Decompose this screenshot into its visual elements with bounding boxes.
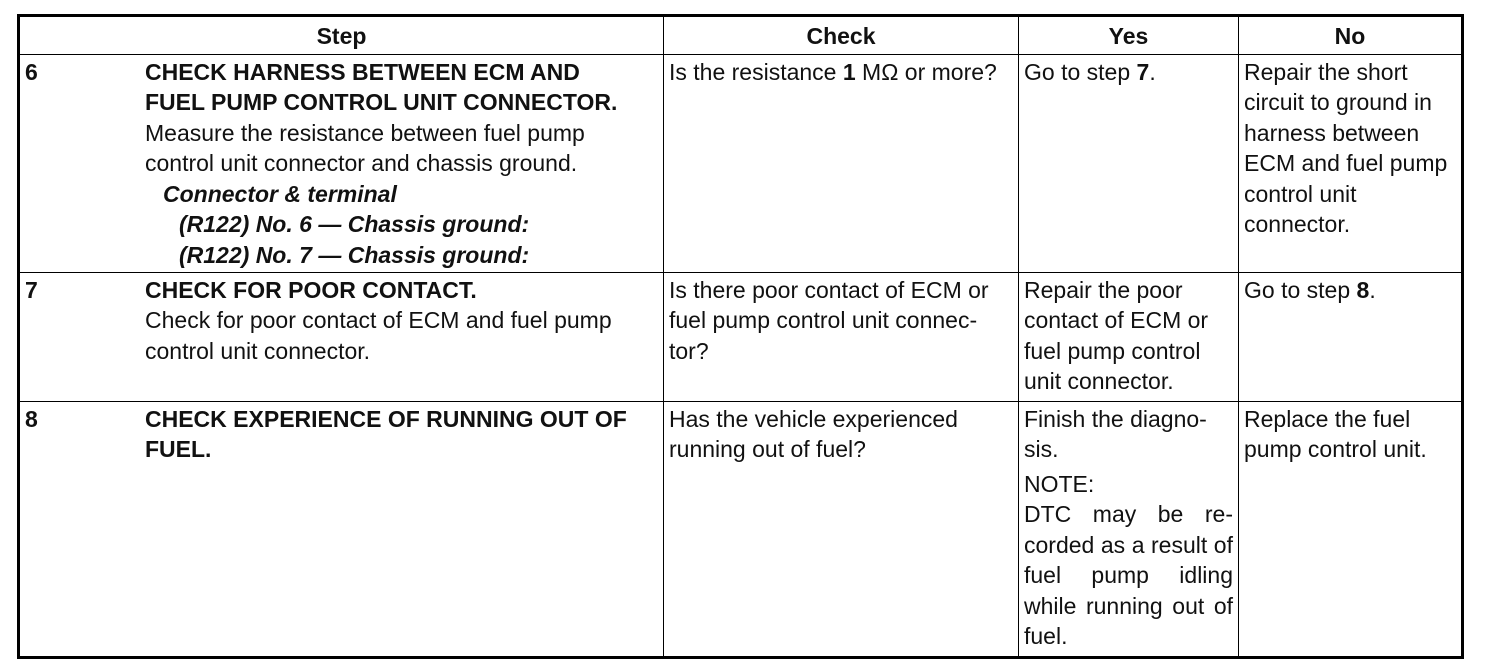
check-value: 1 bbox=[842, 58, 856, 85]
no-cell: Repair the short circuit to ground in harness between ECM and fuel pump control unit connector. bbox=[1239, 54, 1463, 272]
check-cell bbox=[664, 54, 1019, 272]
table-row bbox=[19, 54, 1463, 272]
step-title: CHECK HARNESS BETWEEN ECM AND bbox=[145, 58, 580, 85]
check-cell: Has the vehicle experienced running out of fuel? bbox=[664, 401, 1019, 657]
table-row bbox=[19, 401, 1463, 657]
diagnostic-table bbox=[17, 14, 1464, 659]
step-body bbox=[145, 57, 659, 271]
step-cell bbox=[19, 54, 664, 272]
step-title: FUEL. bbox=[145, 436, 212, 462]
step-cell bbox=[19, 272, 664, 401]
header-step: Step bbox=[19, 16, 664, 55]
check-cell: Is there poor contact of ECM or fuel pump control unit connec- tor? bbox=[664, 272, 1019, 401]
header-no: No bbox=[1239, 16, 1463, 55]
yes-cell: Repair the poor contact of ECM or fuel pump control unit connector. bbox=[1019, 272, 1239, 401]
check-text: Is the resistance bbox=[669, 58, 843, 85]
step-number: 8 bbox=[25, 405, 38, 432]
note-label: NOTE: bbox=[1024, 470, 1095, 497]
step-cell bbox=[19, 401, 664, 657]
connector-heading: Connector & terminal bbox=[163, 180, 397, 207]
yes-cell bbox=[1019, 401, 1239, 657]
yes-cell bbox=[1019, 54, 1239, 272]
connector-item: (R122) No. 6 — Chassis ground: bbox=[179, 211, 530, 237]
step-description: Check for poor contact of ECM and fuel pump bbox=[145, 307, 612, 333]
connector-item: (R122) No. 7 — Chassis ground: bbox=[179, 241, 530, 268]
step-description: control unit connector. bbox=[145, 337, 371, 364]
no-cell: Replace the fuel pump control unit. bbox=[1239, 401, 1463, 657]
no-step-ref: 8 bbox=[1356, 276, 1370, 303]
step-title: CHECK FOR POOR CONTACT. bbox=[145, 276, 477, 303]
step-body bbox=[145, 404, 659, 465]
no-text: Go to step bbox=[1244, 276, 1357, 303]
table-row bbox=[19, 272, 1463, 401]
yes-step-ref: 7 bbox=[1136, 58, 1150, 85]
note-text: DTC may be re- corded as a result of fuel pump idling while running out of fuel. bbox=[1024, 501, 1233, 649]
yes-text: Go to step bbox=[1024, 58, 1137, 85]
step-title: FUEL PUMP CONTROL UNIT CONNECTOR. bbox=[145, 89, 618, 115]
step-body bbox=[145, 275, 659, 367]
yes-text: Finish the diagno- sis. bbox=[1024, 405, 1207, 462]
header-yes: Yes bbox=[1019, 16, 1239, 55]
step-description: control unit connector and chassis ground. bbox=[145, 150, 578, 176]
step-number: 7 bbox=[25, 276, 38, 303]
step-description: Measure the resistance between fuel pump bbox=[145, 119, 585, 146]
no-cell bbox=[1239, 272, 1463, 401]
step-title: CHECK EXPERIENCE OF RUNNING OUT OF bbox=[145, 405, 627, 432]
header-check: Check bbox=[664, 16, 1019, 55]
no-text: . bbox=[1369, 276, 1376, 303]
yes-text: . bbox=[1149, 58, 1156, 85]
header-row bbox=[19, 16, 1463, 55]
check-text: MΩ or more? bbox=[855, 58, 997, 85]
step-number: 6 bbox=[25, 58, 38, 85]
